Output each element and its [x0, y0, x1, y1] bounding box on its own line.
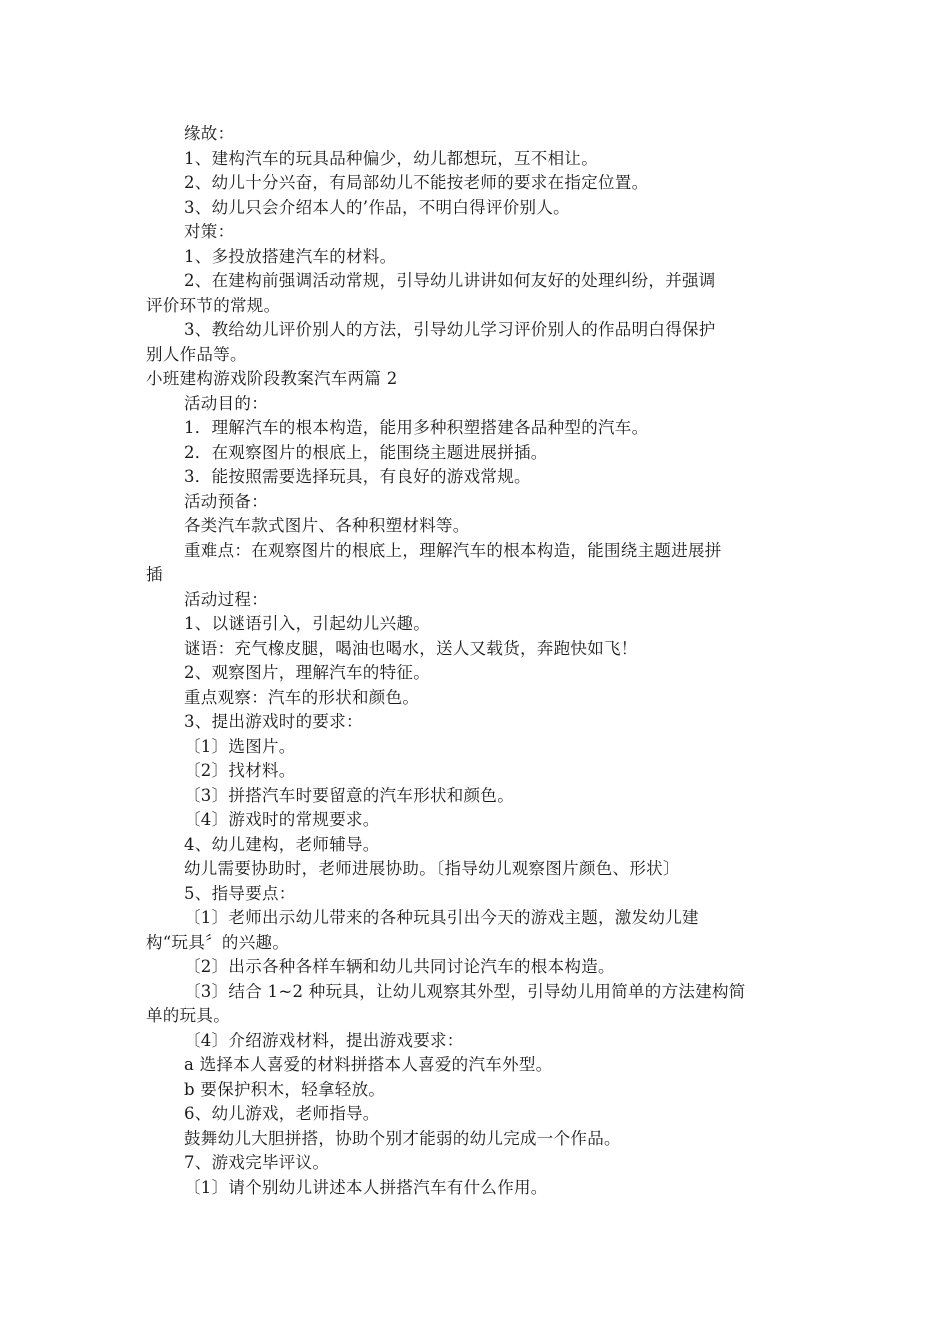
text-line: 〔1〕选图片。 — [184, 736, 296, 756]
text-line: 各类汽车款式图片、各种积塑材料等。 — [184, 516, 470, 535]
text-line: 活动预备： — [184, 491, 268, 511]
text-line: 4、幼儿建构，老师辅导。 — [184, 834, 380, 854]
document-body — [146, 122, 806, 1200]
text-line: 幼儿需要协助时，老师进展协助。〔指导幼儿观察图片颜色、形状〕 — [184, 859, 680, 878]
text-line: 5、指导要点： — [184, 883, 296, 903]
text-line: 对策： — [184, 222, 235, 241]
text-line: 2．在观察图片的根底上，能围绕主题进展拼插。 — [184, 442, 548, 462]
text-line: 3、幼儿只会介绍本人的’作品，不明白得评价别人。 — [184, 197, 570, 217]
text-line: 〔2〕找材料。 — [184, 761, 296, 780]
text-line: 评价环节的常规。 — [146, 295, 281, 315]
text-line: 活动目的： — [184, 393, 268, 413]
text-line: 1、多投放搭建汽车的材料。 — [184, 246, 397, 266]
text-line: 重难点：在观察图片的根底上，理解汽车的根本构造，能围绕主题进展拼 — [184, 540, 722, 560]
text-line: 重点观察：汽车的形状和颜色。 — [184, 687, 420, 707]
text-line: a 选择本人喜爱的材料拼搭本人喜爱的汽车外型。 — [184, 1055, 553, 1074]
text-line: 6、幼儿游戏，老师指导。 — [184, 1104, 380, 1123]
text-line: 〔4〕介绍游戏材料，提出游戏要求： — [184, 1030, 464, 1050]
text-line: 2、在建构前强调活动常规，引导幼儿讲讲如何友好的处理纠纷，并强调 — [184, 271, 716, 290]
text-line: 2、幼儿十分兴奋，有局部幼儿不能按老师的要求在指定位置。 — [184, 173, 649, 192]
text-line: 3．能按照需要选择玩具，有良好的游戏常规。 — [184, 467, 531, 486]
text-line: 〔2〕出示各种各样车辆和幼儿共同讨论汽车的根本构造。 — [184, 957, 615, 976]
text-line: 〔1〕请个别幼儿讲述本人拼搭汽车有什么作用。 — [184, 1177, 548, 1197]
text-line: 活动过程： — [184, 589, 268, 609]
text-line: 〔3〕结合 1~2 种玩具，让幼儿观察其外型，引导幼儿用简单的方法建构简 — [184, 981, 746, 1001]
text-line: 谜语：充气橡皮腿，喝油也喝水，送人又载货，奔跑快如飞！ — [184, 638, 638, 658]
text-line: 单的玩具。 — [146, 1006, 230, 1025]
text-line: 〔1〕老师出示幼儿带来的各种玩具引出今天的游戏主题，激发幼儿建 — [184, 908, 699, 927]
text-line: 插 — [146, 565, 163, 584]
text-line: 缘故： — [184, 124, 235, 143]
text-line: 3、教给幼儿评价别人的方法，引导幼儿学习评价别人的作品明白得保护 — [184, 320, 716, 339]
text-line: 1、建构汽车的玩具品种偏少，幼儿都想玩，互不相让。 — [184, 148, 598, 168]
text-line: 别人作品等。 — [146, 344, 247, 364]
text-line: 3、提出游戏时的要求： — [184, 712, 363, 731]
text-line: 〔4〕游戏时的常规要求。 — [184, 810, 380, 829]
text-line: 小班建构游戏阶段教案汽车两篇 2 — [146, 369, 398, 388]
text-line: 7、游戏完毕评议。 — [184, 1153, 330, 1172]
text-line: 1．理解汽车的根本构造，能用多种积塑搭建各品种型的汽车。 — [184, 418, 649, 437]
text-line: 2、观察图片，理解汽车的特征。 — [184, 663, 430, 682]
text-line: b 要保护积木，轻拿轻放。 — [184, 1079, 386, 1099]
text-line: 〔3〕拼搭汽车时要留意的汽车形状和颜色。 — [184, 785, 514, 805]
text-line: 1、以谜语引入，引起幼儿兴趣。 — [184, 614, 430, 633]
text-line: 构“玩具〞的兴趣。 — [146, 932, 290, 952]
text-line: 鼓舞幼儿大胆拼搭，协助个别才能弱的幼儿完成一个作品。 — [184, 1128, 621, 1148]
